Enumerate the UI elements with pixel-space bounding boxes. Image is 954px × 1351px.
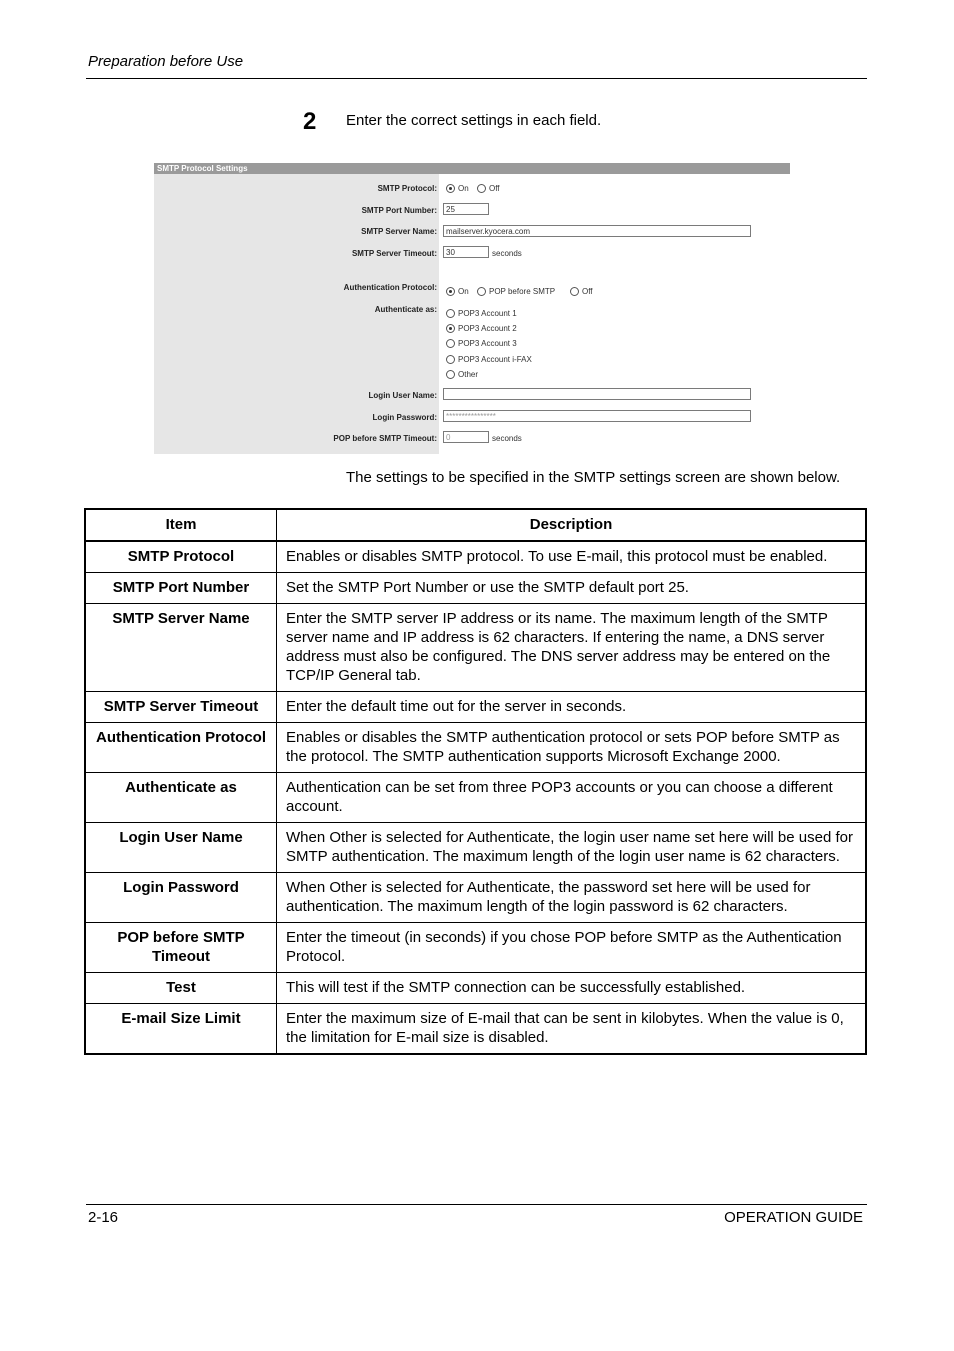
table-row	[85, 692, 866, 723]
table-header-row	[85, 509, 866, 541]
step-number: 2	[303, 108, 317, 135]
auth-protocol-label: Authentication Protocol:	[343, 283, 437, 292]
table-row	[85, 973, 866, 1004]
item-column-header: Item	[85, 509, 277, 541]
smtp-server-name-input[interactable]: mailserver.kyocera.com	[443, 225, 751, 237]
smtp-protocol-label: SMTP Protocol:	[377, 184, 437, 193]
guide-title: OPERATION GUIDE	[724, 1209, 863, 1226]
row-description: Set the SMTP Port Number or use the SMTP default port 25.	[277, 573, 867, 604]
panel-label-column	[154, 174, 439, 454]
table-row	[85, 923, 866, 973]
row-item: Authenticate as	[85, 773, 277, 823]
pop-timeout-label: POP before SMTP Timeout:	[333, 434, 437, 443]
row-description: This will test if the SMTP connection can be successfully established.	[277, 973, 867, 1004]
row-item: E-mail Size Limit	[85, 1004, 277, 1055]
row-description: Enter the SMTP server IP address or its name. The maximum length of the SMTP server name and IP address is 62 characters. If entering the name, a DNS server address must also be configured. The DNS server address may be entered on the TCP/IP General tab.	[277, 604, 867, 692]
authenticate-as-pop3-1-radio[interactable]: POP3 Account 1	[446, 309, 517, 318]
row-description: Enter the timeout (in seconds) if you chose POP before SMTP as the Authentication Protocol.	[277, 923, 867, 973]
authenticate-as-pop3-ifax-radio[interactable]: POP3 Account i-FAX	[446, 355, 532, 364]
auth-protocol-off-radio[interactable]: Off	[570, 287, 593, 296]
table-row	[85, 541, 866, 573]
panel-title: SMTP Protocol Settings	[157, 164, 248, 173]
authenticate-as-pop3-2-radio[interactable]: POP3 Account 2	[446, 324, 517, 333]
row-item: Login User Name	[85, 823, 277, 873]
table-row	[85, 573, 866, 604]
row-description: Enables or disables the SMTP authentication protocol or sets POP before SMTP as the protocol. The SMTP authentication supports Microsoft Exchange 2000.	[277, 723, 867, 773]
row-description: Authentication can be set from three POP3 accounts or you can choose a different account.	[277, 773, 867, 823]
row-item: POP before SMTP Timeout	[85, 923, 277, 973]
smtp-protocol-on-radio[interactable]: On	[446, 184, 469, 193]
smtp-server-name-label: SMTP Server Name:	[361, 227, 437, 236]
table-row	[85, 873, 866, 923]
login-user-name-input[interactable]	[443, 388, 751, 400]
authenticate-as-other-radio[interactable]: Other	[446, 370, 478, 379]
row-description: Enables or disables SMTP protocol. To use E-mail, this protocol must be enabled.	[277, 541, 867, 573]
row-item: Authentication Protocol	[85, 723, 277, 773]
description-column-header: Description	[277, 509, 867, 541]
authenticate-as-label: Authenticate as:	[374, 305, 437, 314]
row-description: When Other is selected for Authenticate, the password set here will be used for authentication. The maximum length of the login password is 62 characters.	[277, 873, 867, 923]
panel-title-bar	[154, 163, 790, 174]
table-row	[85, 823, 866, 873]
row-description: Enter the default time out for the server in seconds.	[277, 692, 867, 723]
pop-timeout-unit: seconds	[492, 434, 522, 443]
pop-timeout-input[interactable]: 0	[443, 431, 489, 443]
row-description: When Other is selected for Authenticate, the login user name set here will be used for SMTP authentication. The maximum length of the login user name is 62 characters.	[277, 823, 867, 873]
auth-protocol-on-radio[interactable]: On	[446, 287, 469, 296]
login-password-label: Login Password:	[372, 413, 437, 422]
smtp-server-timeout-input[interactable]: 30	[443, 246, 489, 258]
smtp-port-label: SMTP Port Number:	[361, 206, 437, 215]
row-item: SMTP Server Timeout	[85, 692, 277, 723]
table-row	[85, 1004, 866, 1055]
smtp-protocol-off-radio[interactable]: Off	[477, 184, 500, 193]
row-description: Enter the maximum size of E-mail that can be sent in kilobytes. When the value is 0, the limitation for E-mail size is disabled.	[277, 1004, 867, 1055]
smtp-settings-screenshot	[154, 163, 790, 454]
step-text: Enter the correct settings in each field.	[346, 112, 602, 129]
row-item: SMTP Server Name	[85, 604, 277, 692]
row-item: SMTP Port Number	[85, 573, 277, 604]
authenticate-as-pop3-3-radio[interactable]: POP3 Account 3	[446, 339, 517, 348]
page-number: 2-16	[88, 1209, 119, 1226]
row-item: Test	[85, 973, 277, 1004]
server-timeout-unit: seconds	[492, 249, 522, 258]
smtp-server-timeout-label: SMTP Server Timeout:	[351, 249, 437, 258]
page-header-title: Preparation before Use	[88, 53, 244, 70]
table-intro-text: The settings to be specified in the SMTP settings screen are shown below.	[346, 469, 841, 486]
login-user-name-label: Login User Name:	[368, 391, 437, 400]
table-row	[85, 604, 866, 692]
table-row	[85, 773, 866, 823]
smtp-port-input[interactable]: 25	[443, 203, 489, 215]
auth-protocol-pop-radio[interactable]: POP before SMTP	[477, 287, 555, 296]
login-password-input[interactable]: ****************	[443, 410, 751, 422]
table-row	[85, 723, 866, 773]
row-item: Login Password	[85, 873, 277, 923]
settings-table	[84, 508, 867, 1055]
header-rule	[86, 78, 867, 79]
footer-rule	[86, 1204, 867, 1205]
row-item: SMTP Protocol	[85, 541, 277, 573]
